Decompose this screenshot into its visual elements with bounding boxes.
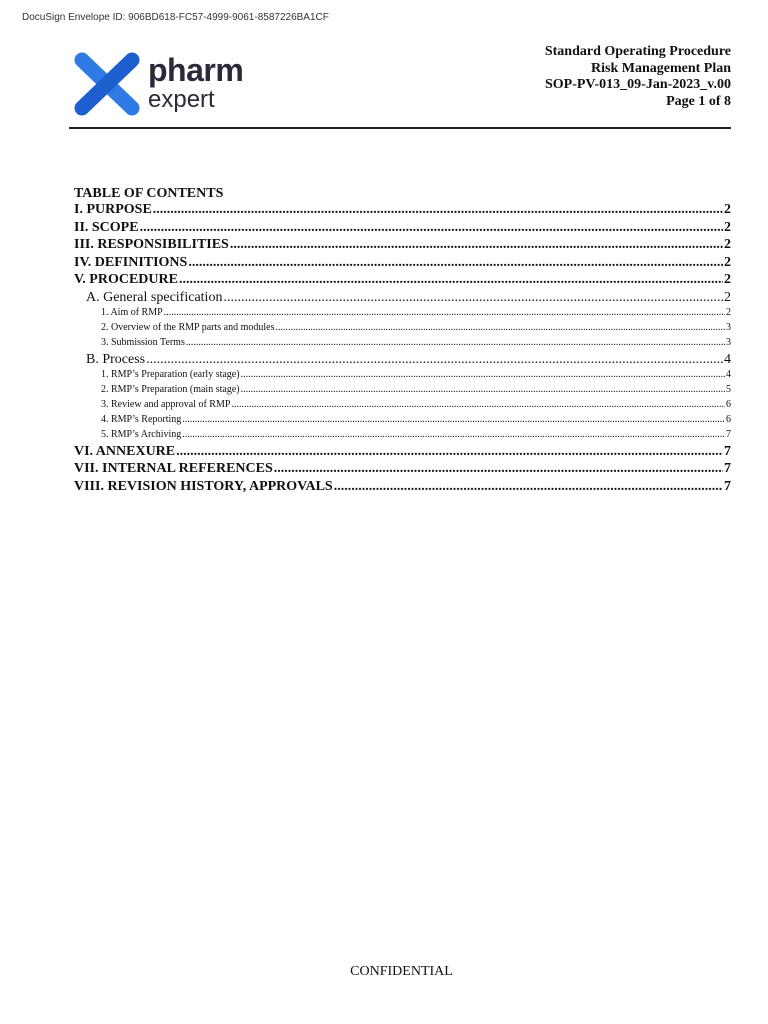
toc-entry-page: 4 [724,351,731,367]
toc-entry-title: III. RESPONSIBILITIES [74,237,229,252]
toc-entry-title: 3. Submission Terms [101,336,185,348]
toc-entry[interactable] [74,399,731,414]
toc-entry-title: VI. ANNEXURE [74,443,176,459]
toc-entry-page: 2 [726,306,731,318]
toc-entry-page: 2 [724,237,731,252]
toc-entry[interactable] [74,384,731,399]
toc-leader-dots [140,220,723,236]
toc-entry-title: 1. Aim of RMP [101,306,163,318]
toc-entry-page: 6 [726,398,731,410]
logo-x-mark-icon [70,50,146,120]
toc-entry[interactable] [74,337,731,352]
toc-entry[interactable] [74,290,731,307]
toc-entry-page: 7 [724,478,731,494]
toc-leader-dots [188,255,723,271]
header-page-number: Page 1 of 8 [666,93,731,109]
header-doc-title: Risk Management Plan [591,60,731,76]
toc-entry-title: IV. DEFINITIONS [74,254,188,270]
toc-entry[interactable] [74,352,731,369]
toc-entry-page: 5 [726,383,731,395]
toc-entry-title: VII. INTERNAL REFERENCES [74,461,273,476]
logo-word-pharm: pharm [148,52,244,88]
toc-list [74,202,731,496]
toc-entry-page: 2 [724,219,731,235]
toc-entry-page: 2 [724,289,731,305]
toc-entry[interactable] [74,322,731,337]
toc-leader-dots [223,290,723,306]
toc-leader-dots [334,479,723,495]
toc-entry-page: 3 [726,321,731,333]
toc-entry-page: 2 [724,254,731,270]
logo-word-expert: expert [148,86,215,113]
toc-entry-page: 2 [724,202,731,217]
toc-entry-page: 6 [726,413,731,425]
toc-title: TABLE OF CONTENTS [74,186,224,201]
toc-entry[interactable] [74,202,731,220]
toc-entry[interactable] [74,307,731,322]
toc-entry[interactable] [74,429,731,444]
toc-leader-dots [146,352,723,368]
toc-entry-title: A. General specification [86,289,223,305]
toc-leader-dots [241,369,725,380]
toc-leader-dots [176,444,723,460]
toc-leader-dots [274,461,723,477]
toc-entry-title: II. SCOPE [74,219,139,235]
toc-entry-page: 7 [724,461,731,476]
toc-leader-dots [186,337,725,348]
toc-entry-title: 5. RMP’s Archiving [101,428,182,440]
toc-leader-dots [182,429,725,440]
toc-entry-title: 4. RMP’s Reporting [101,413,182,425]
header-doc-code: SOP-PV-013_09-Jan-2023_v.00 [544,77,731,92]
toc-entry-page: 2 [724,272,731,287]
toc-entry-title: B. Process [86,351,146,367]
toc-leader-dots [182,414,725,425]
toc-entry-page: 7 [726,428,731,440]
toc-entry[interactable] [74,369,731,384]
toc-entry[interactable] [74,272,731,290]
table-of-contents [74,185,731,496]
docusign-envelope-id: DocuSign Envelope ID: 906BD618-FC57-4999-9061-8587226BA1CF [22,12,329,23]
toc-leader-dots [241,384,725,395]
toc-entry-title: 3. Review and approval of RMP [101,398,231,410]
document-header [545,44,731,110]
toc-entry-title: I. PURPOSE [74,202,152,217]
toc-entry[interactable] [74,220,731,238]
toc-leader-dots [153,202,723,218]
toc-entry[interactable] [74,237,731,255]
toc-leader-dots [231,399,725,410]
toc-entry[interactable] [74,444,731,462]
toc-entry-title: 1. RMP’s Preparation (early stage) [101,368,240,380]
confidential-footer: CONFIDENTIAL [350,964,453,979]
toc-leader-dots [164,307,725,318]
header-doc-type: Standard Operating Procedure [544,44,731,59]
toc-leader-dots [276,322,726,333]
toc-entry[interactable] [74,461,731,479]
toc-entry-title: VIII. REVISION HISTORY, APPROVALS [74,478,333,494]
toc-entry-title: 2. Overview of the RMP parts and modules [101,321,275,333]
toc-leader-dots [230,237,723,253]
toc-entry-page: 4 [726,368,731,380]
toc-entry-title: 2. RMP’s Preparation (main stage) [101,383,240,395]
toc-entry[interactable] [74,479,731,497]
toc-entry-page: 3 [726,336,731,348]
pharmexpert-logo [70,50,270,120]
header-divider [69,127,731,129]
toc-entry[interactable] [74,414,731,429]
toc-entry-title: V. PROCEDURE [74,272,178,287]
toc-leader-dots [179,272,723,288]
toc-entry[interactable] [74,255,731,273]
toc-entry-page: 7 [724,443,731,459]
